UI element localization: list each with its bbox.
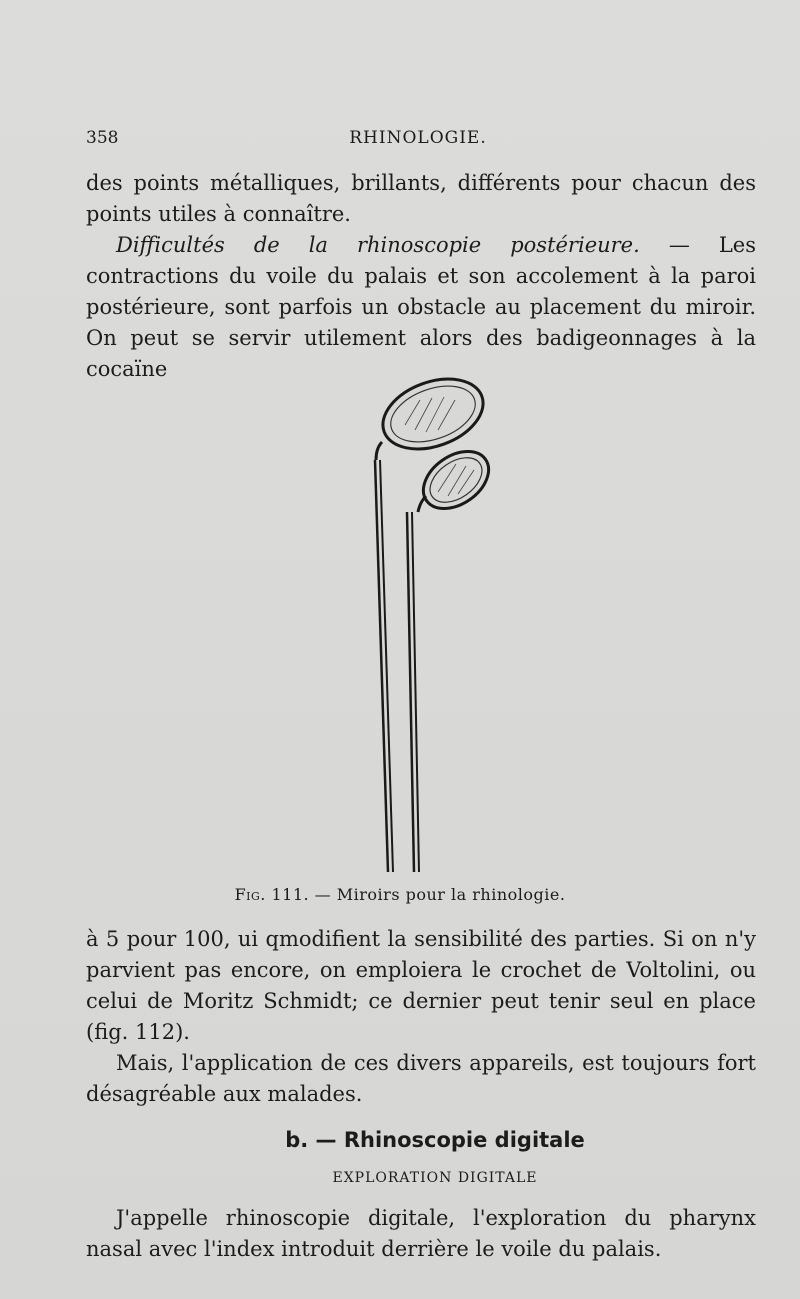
running-head: RHINOLOGIE. — [349, 128, 487, 148]
figure-caption — [0, 885, 800, 904]
section-title: b. — Rhinoscopie digitale — [285, 1128, 585, 1152]
paragraph-2-body: — Les contractions du voile du palais et son accolement à la paroi postérieure, sont parfois un obstacle au placement du miroir. On peut se servir utilement alors des badigeonnages à la cocaïne — [86, 233, 756, 381]
page-number: 358 — [86, 128, 119, 148]
large-mirror-stem — [375, 460, 393, 872]
paragraph-2 — [86, 230, 756, 385]
figure-label: Fig. 111. — [234, 885, 310, 904]
mirror-illustration — [360, 370, 500, 875]
large-mirror — [373, 370, 493, 462]
small-mirror — [413, 440, 500, 521]
paragraph-2-heading: Difficultés de la rhinoscopie postérieure. — [116, 233, 640, 257]
figure-caption-text: — Miroirs pour la rhinologie. — [309, 885, 566, 904]
text-block-middle — [86, 924, 756, 1110]
paragraph-4: Mais, l'application de ces divers appareils, est toujours fort désagréable aux malades. — [86, 1051, 756, 1106]
text-block-top — [86, 168, 756, 385]
paragraph-5: J'appelle rhinoscopie digitale, l'exploration du pharynx nasal avec l'index introduit derrière le voile du palais. — [86, 1206, 756, 1261]
small-mirror-stem — [407, 512, 419, 872]
paragraph-3: à 5 pour 100, ui qmodifient la sensibilité des parties. Si on n'y parvient pas encore, on emploiera le crochet de Voltolini, ou celui de Moritz Schmidt; ce dernier peut tenir seul en place (fig. 112). — [86, 927, 756, 1044]
section-subtitle: EXPLORATION DIGITALE — [332, 1170, 538, 1186]
page-header — [86, 128, 750, 156]
text-block-bottom — [86, 1203, 756, 1265]
paragraph-1: des points métalliques, brillants, différents pour chacun des points utiles à connaître. — [86, 171, 756, 226]
